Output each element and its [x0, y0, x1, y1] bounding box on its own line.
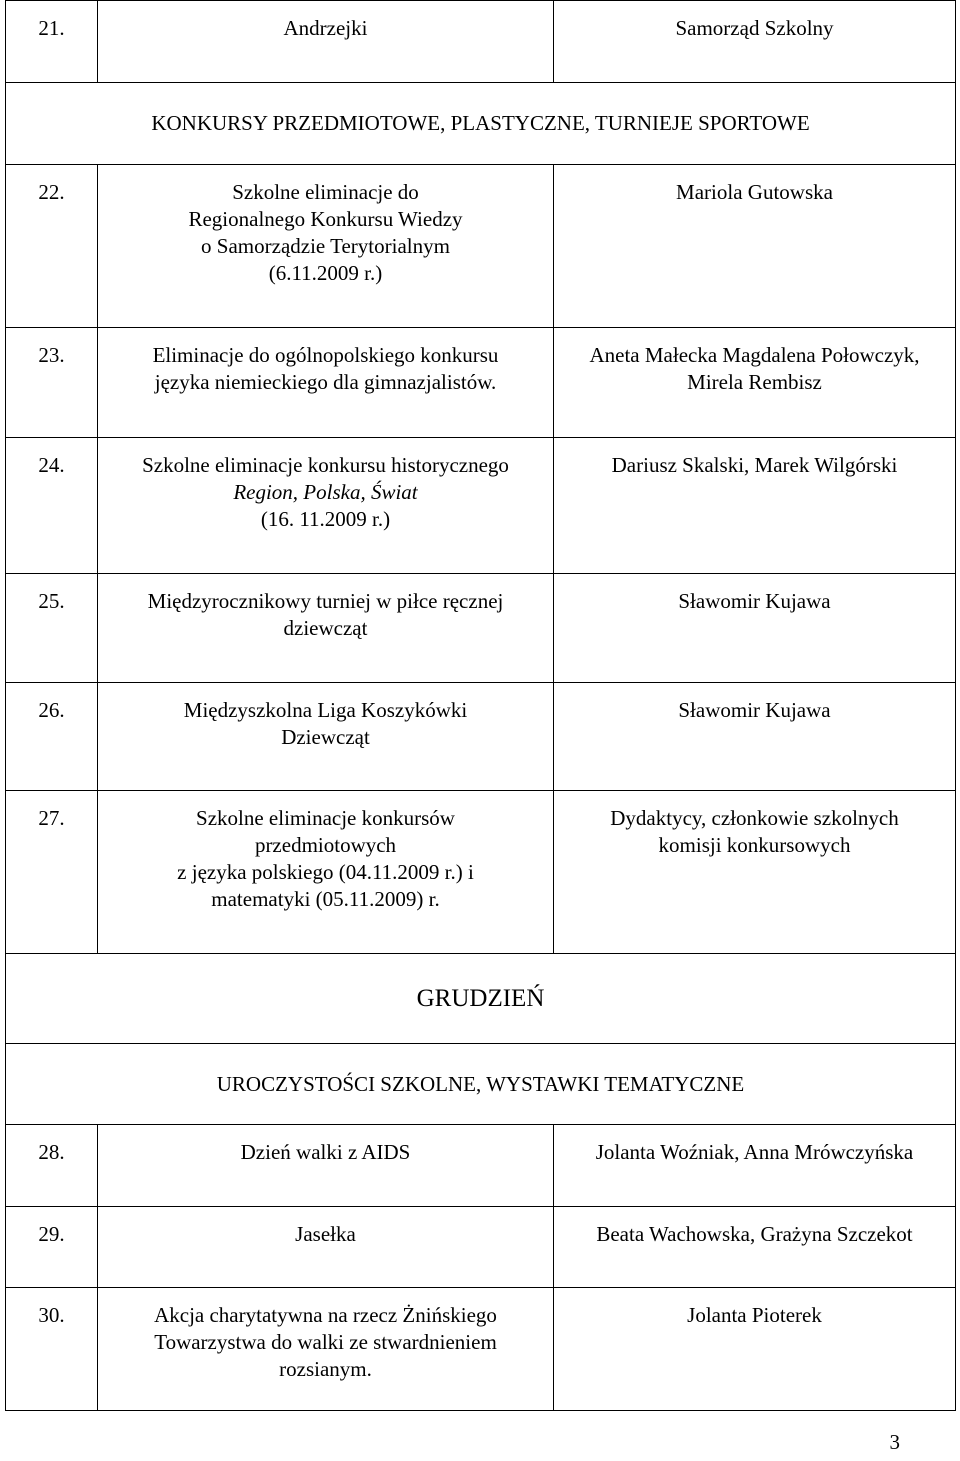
row-number: 25. — [6, 574, 98, 683]
page-number: 3 — [889, 1430, 900, 1454]
responsible-persons: Samorząd Szkolny — [554, 1, 956, 83]
responsible-persons: Sławomir Kujawa — [554, 683, 956, 791]
event-name — [98, 791, 554, 954]
event-line: (6.11.2009 r.) — [268, 261, 383, 285]
section-header-row — [6, 83, 956, 165]
event-line: Szkolne eliminacje konkursu historycznego — [142, 453, 509, 477]
table-row — [6, 1125, 956, 1207]
event-line: Towarzystwa do walki ze stwardnieniem — [154, 1330, 497, 1354]
event-name: Dzień walki z AIDS — [98, 1125, 554, 1207]
event-line: Dziewcząt — [281, 725, 370, 749]
event-line: przedmiotowych — [254, 833, 397, 857]
section-title: KONKURSY PRZEDMIOTOWE, PLASTYCZNE, TURNIEJE SPORTOWE — [6, 83, 956, 165]
row-number: 22. — [6, 165, 98, 328]
table-row — [6, 438, 956, 574]
row-number: 28. — [6, 1125, 98, 1207]
responsible-persons: Dariusz Skalski, Marek Wilgórski — [554, 438, 956, 574]
event-name — [98, 683, 554, 791]
responsible-persons: Jolanta Pioterek — [554, 1288, 956, 1411]
event-name: Jasełka — [98, 1207, 554, 1288]
table-row — [6, 1288, 956, 1411]
row-number: 23. — [6, 328, 98, 438]
responsible-persons: Sławomir Kujawa — [554, 574, 956, 683]
table-row — [6, 683, 956, 791]
event-line: matematyki (05.11.2009) r. — [211, 887, 440, 911]
table-row — [6, 1, 956, 83]
event-line: Regionalnego Konkursu Wiedzy — [188, 207, 463, 231]
event-line: Akcja charytatywna na rzecz Żnińskiego — [154, 1303, 497, 1327]
event-line: Szkolne eliminacje konkursów — [196, 806, 455, 830]
responsible-line: Dydaktycy, członkowie szkolnych — [610, 806, 899, 830]
row-number: 30. — [6, 1288, 98, 1411]
event-line: Eliminacje do ogólnopolskiego konkursu — [152, 343, 499, 367]
responsible-persons: Mariola Gutowska — [554, 165, 956, 328]
responsible-line: Mirela Rembisz — [687, 370, 822, 394]
event-name — [98, 438, 554, 574]
row-number: 27. — [6, 791, 98, 954]
table-row — [6, 1207, 956, 1288]
table-row — [6, 165, 956, 328]
table-row — [6, 328, 956, 438]
row-number: 29. — [6, 1207, 98, 1288]
event-line: Szkolne eliminacje do — [232, 180, 419, 204]
table-row — [6, 574, 956, 683]
event-line-italic: Region, Polska, Świat — [233, 480, 418, 504]
event-name — [98, 328, 554, 438]
section-title: UROCZYSTOŚCI SZKOLNE, WYSTAWKI TEMATYCZNE — [6, 1044, 956, 1125]
row-number: 24. — [6, 438, 98, 574]
responsible-persons: Beata Wachowska, Grażyna Szczekot — [554, 1207, 956, 1288]
event-plan-table — [5, 0, 956, 1411]
event-line: Międzyrocznikowy turniej w piłce ręcznej — [147, 589, 504, 613]
event-line: dziewcząt — [283, 616, 368, 640]
month-title: GRUDZIEŃ — [6, 954, 956, 1044]
event-name — [98, 165, 554, 328]
event-line: Międzyszkolna Liga Koszykówki — [183, 698, 468, 722]
event-line: języka niemieckiego dla gimnazjalistów. — [154, 370, 497, 394]
event-line: rozsianym. — [279, 1357, 372, 1381]
row-number: 21. — [6, 1, 98, 83]
responsible-persons: Jolanta Woźniak, Anna Mrówczyńska — [554, 1125, 956, 1207]
event-name: Andrzejki — [98, 1, 554, 83]
responsible-line: Aneta Małecka Magdalena Połowczyk, — [589, 343, 920, 367]
responsible-persons — [554, 791, 956, 954]
event-line: (16. 11.2009 r.) — [260, 507, 391, 531]
section-header-row — [6, 1044, 956, 1125]
responsible-persons — [554, 328, 956, 438]
event-name — [98, 1288, 554, 1411]
month-header-row — [6, 954, 956, 1044]
row-number: 26. — [6, 683, 98, 791]
event-line: o Samorządzie Terytorialnym — [201, 234, 450, 258]
responsible-line: komisji konkursowych — [658, 833, 851, 857]
event-name — [98, 574, 554, 683]
table-row — [6, 791, 956, 954]
event-line: z języka polskiego (04.11.2009 r.) i — [177, 860, 474, 884]
